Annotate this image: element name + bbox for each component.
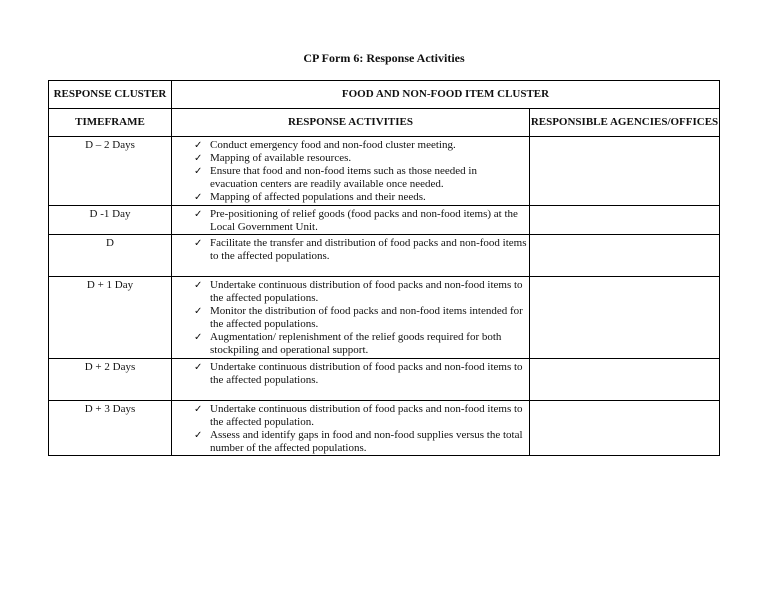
response-activities-table	[48, 80, 720, 456]
activities-cell	[172, 277, 530, 359]
activity-text: Conduct emergency food and non-food cluster meeting.	[210, 139, 456, 151]
table-row	[49, 277, 720, 359]
activities-cell	[172, 359, 530, 401]
checkmark-icon: ✓	[194, 238, 203, 249]
activity-item	[192, 403, 527, 429]
activity-text: Facilitate the transfer and distribution of food packs and non-food items to the affected populations.	[210, 237, 527, 262]
agencies-header: RESPONSIBLE AGENCIES/OFFICES	[530, 109, 720, 137]
checkmark-icon: ✓	[194, 430, 203, 441]
activity-item	[192, 331, 527, 357]
activity-item	[192, 237, 527, 263]
activity-list	[172, 137, 529, 204]
activity-text: Undertake continuous distribution of food packs and non-food items to the affected populations.	[210, 361, 523, 386]
activity-text: Monitor the distribution of food packs and non-food items intended for the affected populations.	[210, 305, 523, 330]
checkmark-icon: ✓	[194, 140, 203, 151]
activities-cell	[172, 137, 530, 206]
activity-item	[192, 305, 527, 331]
checkmark-icon: ✓	[194, 404, 203, 415]
activity-text: Assess and identify gaps in food and non-food supplies versus the total number of the affected populations.	[210, 429, 523, 454]
agencies-cell	[530, 401, 720, 456]
activity-text: Mapping of affected populations and their needs.	[210, 191, 426, 203]
document-title: CP Form 6: Response Activities	[303, 51, 465, 65]
agencies-cell	[530, 359, 720, 401]
timeframe-cell: D + 1 Day	[49, 277, 172, 359]
timeframe-header: TIMEFRAME	[49, 109, 172, 137]
activity-item	[192, 279, 527, 305]
timeframe-cell: D + 2 Days	[49, 359, 172, 401]
activity-text: Augmentation/ replenishment of the relief goods required for both stockpiling and operational support.	[210, 331, 502, 356]
table-body	[49, 137, 720, 456]
agencies-cell	[530, 277, 720, 359]
table-row	[49, 235, 720, 277]
activities-cell	[172, 235, 530, 277]
activity-item	[192, 152, 527, 165]
activity-list	[172, 206, 529, 234]
table-row	[49, 359, 720, 401]
checkmark-icon: ✓	[194, 362, 203, 373]
activity-text: Pre-positioning of relief goods (food packs and non-food items) at the Local Government Unit.	[210, 208, 518, 233]
agencies-cell	[530, 137, 720, 206]
checkmark-icon: ✓	[194, 280, 203, 291]
checkmark-icon: ✓	[194, 209, 203, 220]
activity-text: Mapping of available resources.	[210, 152, 352, 164]
response-cluster-header: RESPONSE CLUSTER	[49, 81, 172, 109]
table-row	[49, 137, 720, 206]
activity-text: Ensure that food and non-food items such as those needed in evacuation centers are readily available once needed.	[210, 165, 477, 190]
timeframe-cell: D – 2 Days	[49, 137, 172, 206]
agencies-cell	[530, 206, 720, 235]
checkmark-icon: ✓	[194, 166, 203, 177]
cluster-name-header: FOOD AND NON-FOOD ITEM CLUSTER	[172, 81, 720, 109]
checkmark-icon: ✓	[194, 153, 203, 164]
table-row	[49, 206, 720, 235]
activity-list	[172, 359, 529, 387]
checkmark-icon: ✓	[194, 306, 203, 317]
activity-item	[192, 139, 527, 152]
activity-item	[192, 429, 527, 455]
activities-cell	[172, 206, 530, 235]
agencies-cell	[530, 235, 720, 277]
activity-text: Undertake continuous distribution of food packs and non-food items to the affected population.	[210, 403, 523, 428]
activity-item	[192, 191, 527, 204]
timeframe-cell: D -1 Day	[49, 206, 172, 235]
activities-cell	[172, 401, 530, 456]
timeframe-cell: D + 3 Days	[49, 401, 172, 456]
activity-list	[172, 277, 529, 357]
checkmark-icon: ✓	[194, 332, 203, 343]
activity-list	[172, 235, 529, 263]
activity-text: Undertake continuous distribution of food packs and non-food items to the affected populations.	[210, 279, 523, 304]
activities-header: RESPONSE ACTIVITIES	[172, 109, 530, 137]
activity-list	[172, 401, 529, 455]
checkmark-icon: ✓	[194, 192, 203, 203]
activity-item	[192, 361, 527, 387]
activity-item	[192, 208, 527, 234]
timeframe-cell: D	[49, 235, 172, 277]
table-row	[49, 401, 720, 456]
activity-item	[192, 165, 527, 191]
